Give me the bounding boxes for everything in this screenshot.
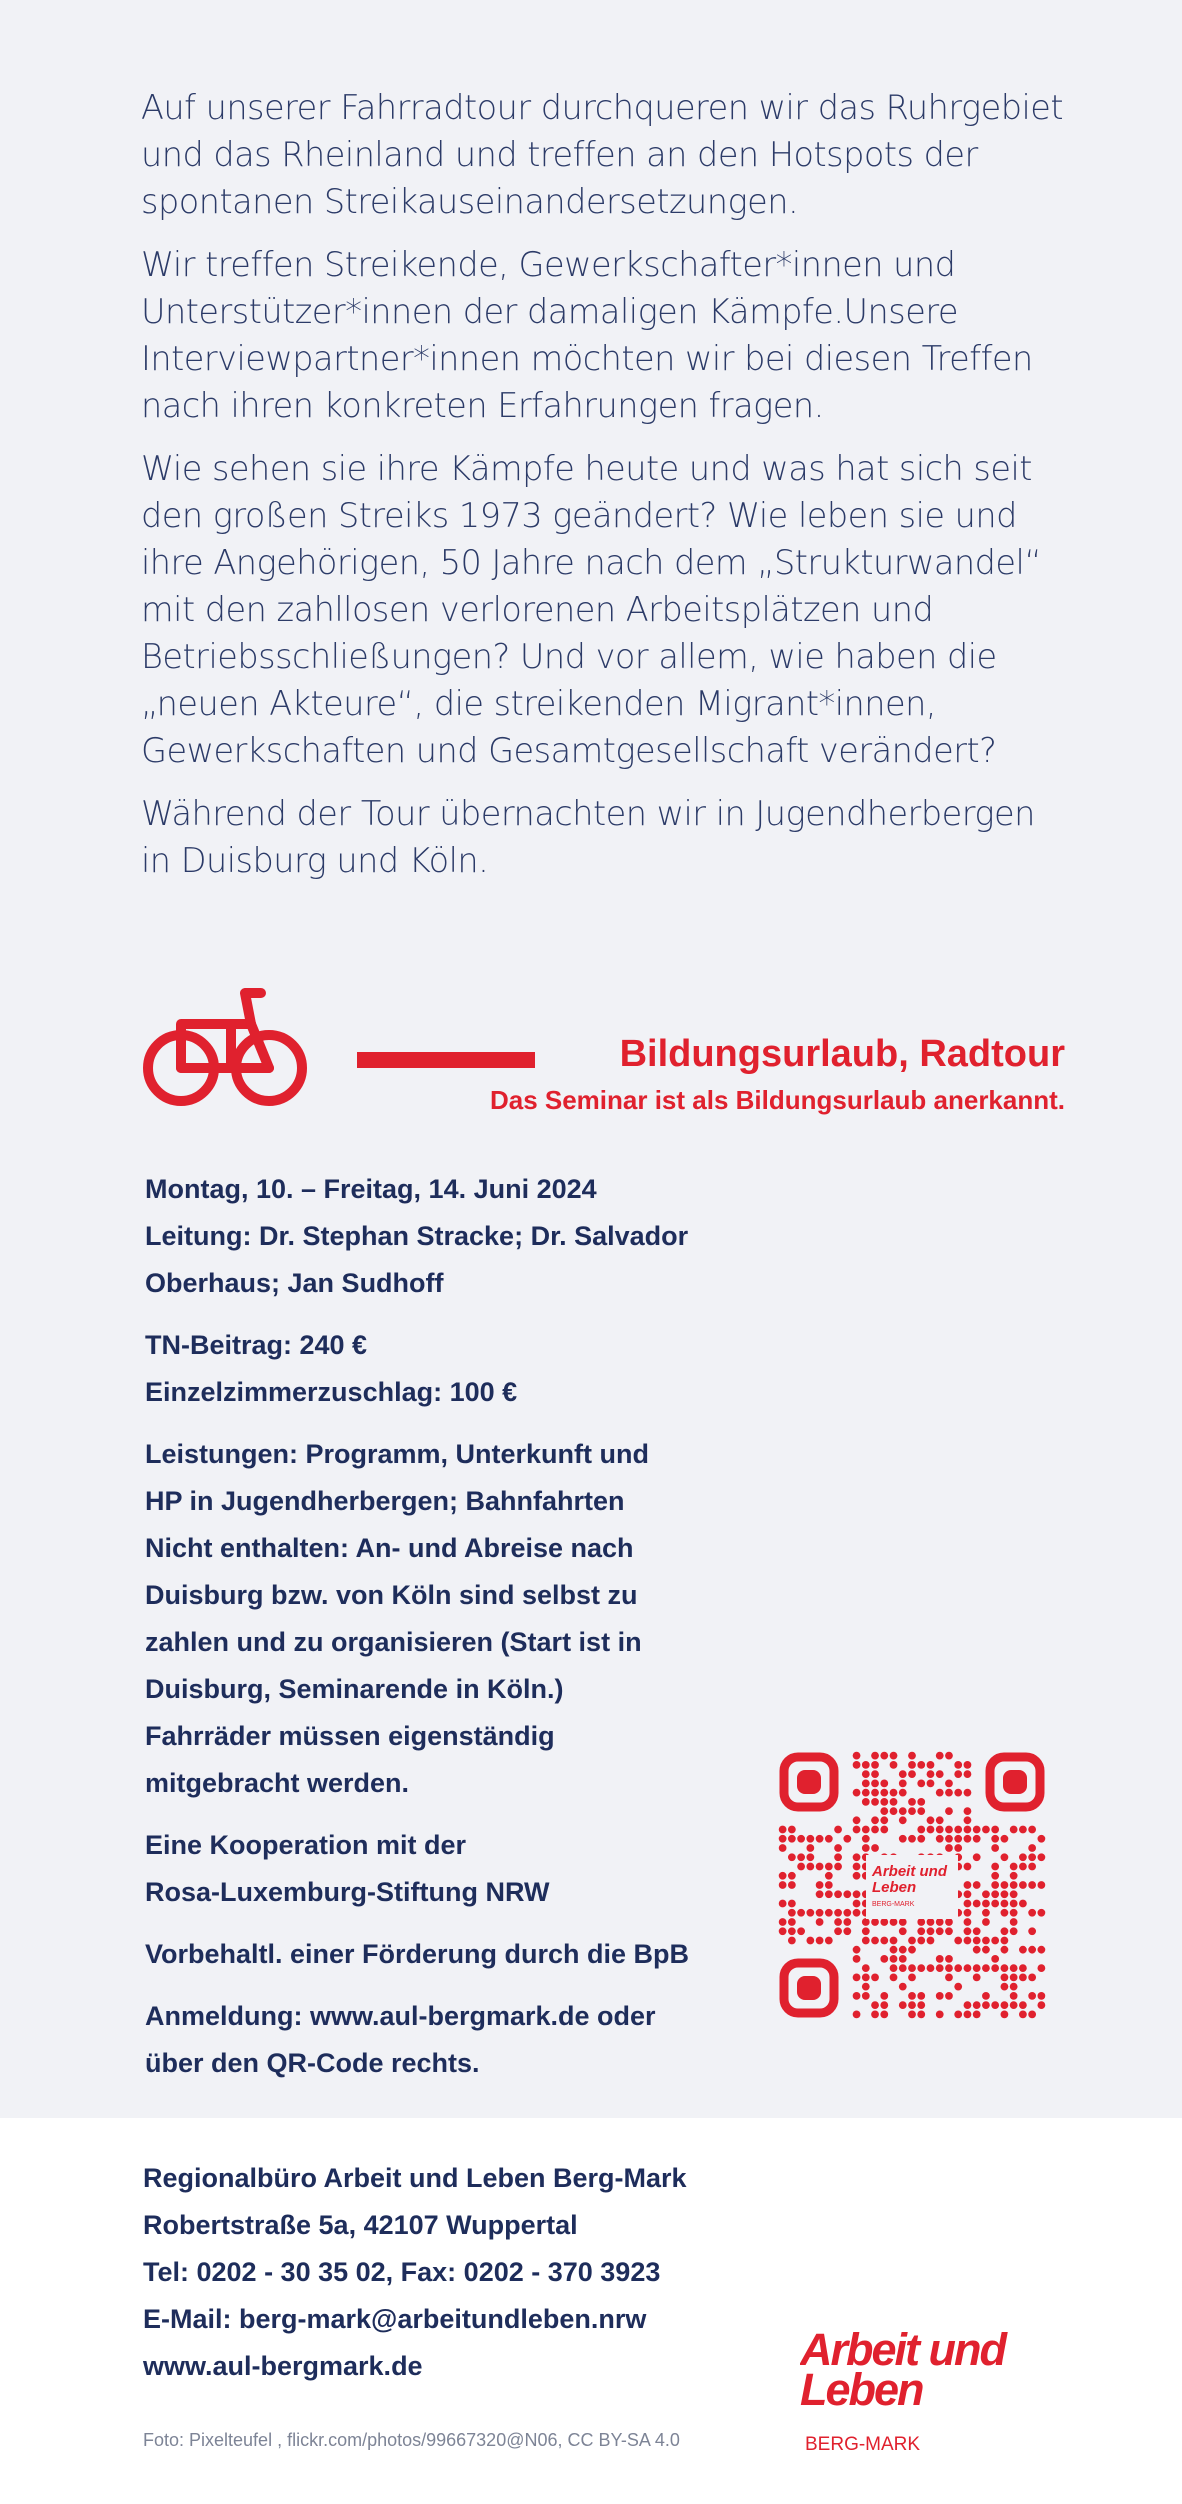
- services-line: Fahrräder müssen eigenständig: [145, 1721, 555, 1751]
- registration-line: über den QR-Code rechts.: [145, 2048, 480, 2078]
- office-address: Robertstraße 5a, 42107 Wuppertal: [143, 2210, 578, 2240]
- office-website[interactable]: www.aul-bergmark.de: [143, 2351, 423, 2381]
- footer: [0, 2118, 1182, 2504]
- intro-paragraph: Wir treffen Streikende, Gewerkschafter*innen und Unterstützer*innen der damaligen Kämpfe.Unsere Interviewpartner*innen möchten wir bei diesen Treffen nach ihren konkreten Erfahrungen fragen.: [141, 245, 1033, 425]
- office-email[interactable]: E-Mail: berg-mark@arbeitundleben.nrw: [143, 2304, 647, 2334]
- services-line: HP in Jugendherbergen; Bahnfahrten: [145, 1486, 625, 1516]
- funding-note: Vorbehaltl. einer Förderung durch die BpB: [145, 1939, 690, 1969]
- intro-paragraph: Wie sehen sie ihre Kämpfe heute und was hat sich seit den großen Streiks 1973 geändert? Wie leben sie und ihre Angehörigen, 50 Jahre nach dem „Strukturwandel“ mit den zahllosen verlorenen Arbeitsplätzen und Betriebsschließungen? Und vor allem, wie haben die „neuen Akteure“, die streikenden Migrant*innen, Gewerkschaften und Gesamtgesellschaft verändert?: [141, 449, 1042, 770]
- registration-block: [145, 1993, 745, 2087]
- office-phone: Tel: 0202 - 30 35 02, Fax: 0202 - 370 3923: [143, 2257, 661, 2287]
- qr-logo-text: Leben: [872, 1879, 917, 1896]
- qr-logo-sub: BERG-MARK: [872, 1901, 915, 1908]
- cooperation-block: [145, 1822, 745, 1916]
- single-room-surcharge: Einzelzimmerzuschlag: 100 €: [145, 1377, 518, 1407]
- services-line: zahlen und zu organisieren (Start ist in: [145, 1627, 642, 1657]
- services-line: Duisburg bzw. von Köln sind selbst zu: [145, 1580, 638, 1610]
- intro-paragraph: Auf unserer Fahrradtour durchqueren wir das Ruhrgebiet und das Rheinland und treffen an den Hotspots der spontanen Streikauseinandersetzungen.: [141, 88, 1064, 221]
- cooperation-line: Eine Kooperation mit der: [145, 1830, 467, 1860]
- funding-block: [145, 1931, 745, 1978]
- fee-block: [145, 1322, 745, 1416]
- intro-paragraph: Während der Tour übernachten wir in Jugendherbergen in Duisburg und Köln.: [141, 794, 1035, 880]
- services-line: Duisburg, Seminarende in Köln.): [145, 1674, 564, 1704]
- services-block: [145, 1431, 745, 1807]
- logo-text: Leben: [800, 2364, 923, 2415]
- office-name: Regionalbüro Arbeit und Leben Berg-Mark: [143, 2163, 687, 2193]
- logo-text: Arbeit und: [800, 2324, 1005, 2375]
- seminar-date: Montag, 10. – Freitag, 14. Juni 2024: [145, 1174, 597, 1204]
- bicycle-icon: [141, 985, 316, 1115]
- intro-text: [141, 84, 1071, 900]
- services-line: Nicht enthalten: An- und Abreise nach: [145, 1533, 634, 1563]
- services-line: mitgebracht werden.: [145, 1768, 410, 1798]
- registration-line: Anmeldung: www.aul-bergmark.de oder: [145, 2001, 656, 2031]
- qr-code[interactable]: [778, 1751, 1046, 2019]
- contact-block: [143, 2155, 687, 2390]
- qr-logo-text: Arbeit und: [872, 1863, 947, 1880]
- offer-title: Bildungsurlaub, Radtour: [619, 1033, 1065, 1075]
- divider-bar: [357, 1052, 535, 1068]
- date-block: [145, 1166, 745, 1307]
- offer-header: [141, 985, 1071, 1125]
- arbeit-und-leben-logo: [800, 2321, 1060, 2471]
- services-line: Leistungen: Programm, Unterkunft und: [145, 1439, 650, 1469]
- offer-subtitle: Das Seminar ist als Bildungsurlaub anerkannt.: [489, 1085, 1065, 1115]
- logo-subtitle: BERG-MARK: [805, 2434, 921, 2455]
- photo-credit: Foto: Pixelteufel , flickr.com/photos/99667320@N06, CC BY-SA 4.0: [143, 2430, 680, 2450]
- seminar-details: [145, 1166, 745, 2102]
- seminar-leaders: Leitung: Dr. Stephan Stracke; Dr. Salvador: [145, 1221, 689, 1251]
- cooperation-partner: Rosa-Luxemburg-Stiftung NRW: [145, 1877, 550, 1907]
- seminar-leaders-cont: Oberhaus; Jan Sudhoff: [145, 1268, 444, 1298]
- participation-fee: TN-Beitrag: 240 €: [145, 1330, 368, 1360]
